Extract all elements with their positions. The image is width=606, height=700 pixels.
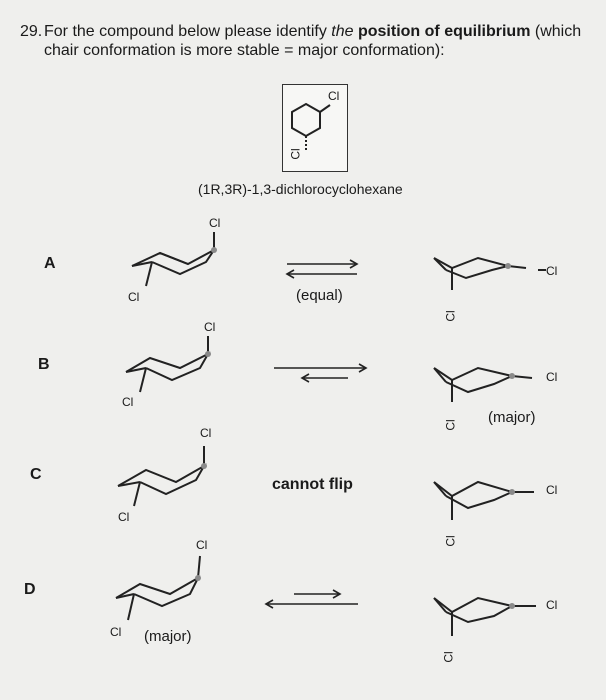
a-right-cl-bottom: Cl xyxy=(443,310,458,322)
b-right-cl-side: Cl xyxy=(546,370,558,384)
d-left-chair xyxy=(116,556,201,620)
a-left-cl-top: Cl xyxy=(209,216,221,230)
c-left-cl-top: Cl xyxy=(200,426,212,440)
a-right-chair xyxy=(434,258,546,290)
question-number: 29. xyxy=(20,23,43,40)
option-label-d[interactable]: D xyxy=(24,581,36,598)
b-left-chair xyxy=(126,336,211,392)
d-equilibrium-arrows xyxy=(266,590,358,608)
a-left-chair xyxy=(132,232,217,286)
c-left-cl-bottom: Cl xyxy=(118,510,130,524)
d-right-cl-bottom: Cl xyxy=(441,651,456,663)
c-right-chair xyxy=(434,482,534,520)
c-left-chair xyxy=(118,446,207,506)
d-left-note: (major) xyxy=(144,628,192,645)
b-equilibrium-arrows xyxy=(274,364,366,382)
c-right-cl-side: Cl xyxy=(546,483,558,497)
question-line-2: chair conformation is more stable = major conformation): xyxy=(44,42,445,59)
d-right-chair xyxy=(434,598,536,636)
c-right-cl-bottom: Cl xyxy=(443,535,458,547)
structure-cl-bottom: Cl xyxy=(288,148,303,160)
structure-cl-top: Cl xyxy=(328,89,340,103)
d-left-cl-top: Cl xyxy=(196,538,208,552)
b-left-cl-top: Cl xyxy=(204,320,216,334)
option-label-a[interactable]: A xyxy=(44,255,56,272)
c-center-text: cannot flip xyxy=(272,476,353,493)
question-line-1: For the compound below please identify the position of equilibrium (which xyxy=(44,23,582,40)
a-right-cl-side: Cl xyxy=(546,264,558,278)
a-left-cl-bottom: Cl xyxy=(128,290,140,304)
d-left-cl-bottom: Cl xyxy=(110,625,122,639)
b-right-note: (major) xyxy=(488,409,536,426)
b-right-cl-bottom: Cl xyxy=(443,419,458,431)
a-center-text: (equal) xyxy=(296,287,343,304)
option-label-c[interactable]: C xyxy=(30,466,42,483)
d-right-cl-side: Cl xyxy=(546,598,558,612)
a-equilibrium-arrows xyxy=(287,260,357,278)
compound-name: (1R,3R)-1,3-dichlorocyclohexane xyxy=(198,181,403,197)
b-right-chair xyxy=(434,368,532,402)
option-label-b[interactable]: B xyxy=(38,356,50,373)
b-left-cl-bottom: Cl xyxy=(122,395,134,409)
